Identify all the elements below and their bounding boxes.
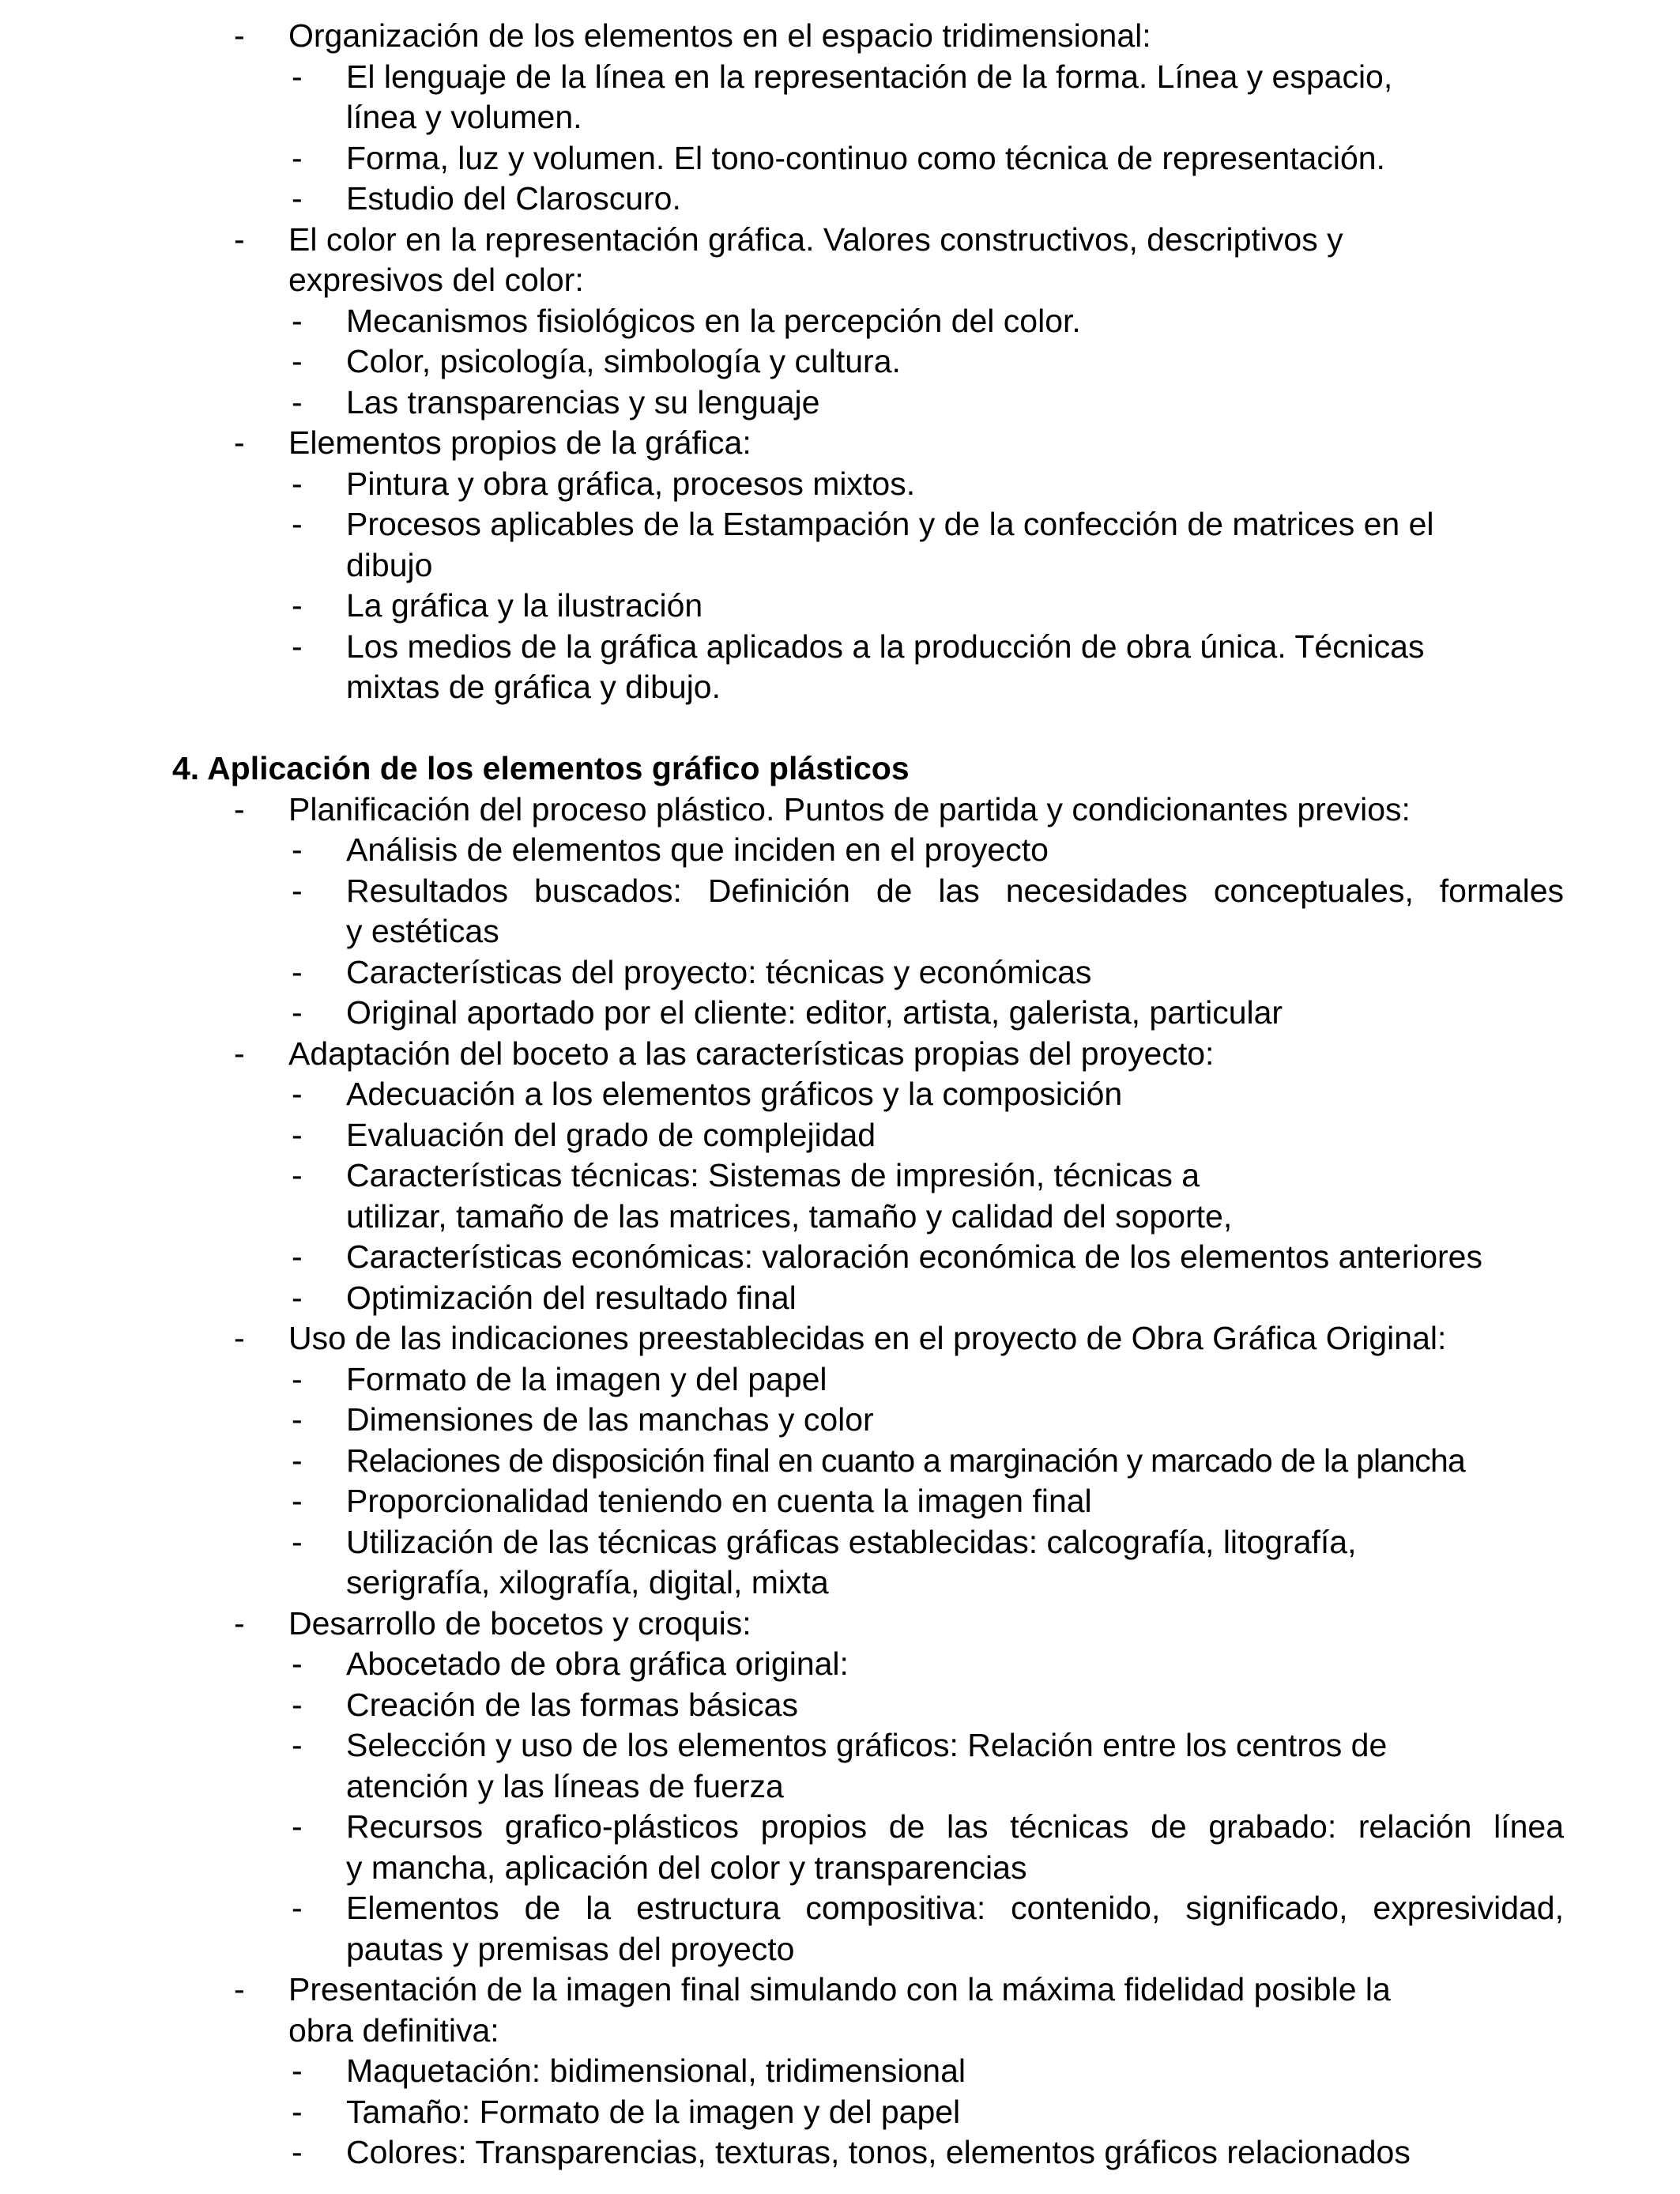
list-bullet: - (292, 1442, 303, 1479)
list-bullet: - (292, 1157, 303, 1193)
list-bullet: - (292, 831, 303, 868)
list-bullet: - (292, 180, 303, 217)
sub-list-item (0, 2092, 1680, 2133)
list-item-text: Adecuación a los elementos gráficos y la composición (346, 1076, 1123, 1112)
list-item-text: y estéticas (346, 913, 499, 949)
list-item-text: Pintura y obra gráfica, procesos mixtos. (346, 465, 916, 502)
sub-list-item (0, 1278, 1680, 1319)
list-item-text: Elementos de la estructura compositiva: contenido, significado, expresividad, (346, 1890, 1564, 1926)
sub-list-item (0, 1807, 1680, 1848)
list-item (0, 1970, 1680, 2011)
list-item-text: serigrafía, xilografía, digital, mixta (346, 1564, 829, 1600)
sub-list-item (0, 1359, 1680, 1400)
section-heading: 4. Aplicación de los elementos gráfico plásticos (172, 750, 910, 786)
sub-list-item (0, 97, 1680, 138)
sub-list-item (0, 383, 1680, 424)
list-bullet: - (292, 2053, 303, 2089)
list-item-text: obra definitiva: (288, 2011, 499, 2049)
list-item (0, 260, 1680, 301)
list-item-text: Formato de la imagen y del papel (346, 1360, 827, 1397)
list-item-text: Dimensiones de las manchas y color (346, 1401, 874, 1438)
list-item-text: Color, psicología, simbología y cultura. (346, 343, 901, 379)
list-item-text: Recursos grafico-plásticos propios de las técnicas de grabado: relación línea (346, 1808, 1564, 1845)
sub-list-item (0, 1644, 1680, 1685)
list-bullet: - (292, 872, 303, 909)
list-bullet: - (292, 628, 303, 665)
list-item-text: expresivos del color: (288, 262, 584, 298)
list-item-text: Adaptación del boceto a las características propias del proyecto: (288, 1035, 1215, 1072)
list-item-text: Proporcionalidad teniendo en cuenta la imagen final (346, 1483, 1092, 1519)
sub-list-item (0, 1848, 1680, 1889)
list-bullet: - (292, 465, 303, 502)
list-item-text: Evaluación del grado de complejidad (346, 1116, 876, 1153)
list-bullet: - (234, 1971, 245, 2007)
sub-list-item (0, 1929, 1680, 1970)
list-item-text: Procesos aplicables de la Estampación y de la confección de matrices en el (346, 506, 1434, 542)
list-bullet: - (234, 221, 245, 258)
list-bullet: - (292, 2093, 303, 2130)
list-item-text: Relaciones de disposición final en cuanto a marginación y marcado de la plancha (346, 1442, 1465, 1479)
list-item-text: dibujo (346, 546, 433, 583)
list-bullet: - (292, 1238, 303, 1275)
list-item-text: Planificación del proceso plástico. Puntos de partida y condicionantes previos: (288, 790, 1411, 827)
list-bullet: - (292, 383, 303, 420)
list-item (0, 220, 1680, 261)
list-item-text: Presentación de la imagen final simulando con la máxima fidelidad posible la (288, 1971, 1391, 2007)
list-item-text: Los medios de la gráfica aplicados a la producción de obra única. Técnicas (346, 628, 1425, 665)
sub-list-item (0, 911, 1680, 952)
sub-list-item (0, 993, 1680, 1034)
list-item-text: Creación de las formas básicas (346, 1686, 798, 1723)
sub-list-item (0, 545, 1680, 586)
list-bullet: - (292, 1808, 303, 1845)
list-bullet: - (292, 1483, 303, 1519)
list-bullet: - (292, 1401, 303, 1438)
list-bullet: - (292, 302, 303, 339)
list-item-text: Forma, luz y volumen. El tono-continuo como técnica de representación. (346, 139, 1385, 176)
sub-list-item (0, 2132, 1680, 2173)
sub-list-item (0, 1155, 1680, 1197)
list-bullet: - (292, 343, 303, 379)
sub-list-item (0, 341, 1680, 383)
sub-list-item (0, 1685, 1680, 1726)
list-item-text: Estudio del Claroscuro. (346, 180, 681, 217)
sub-list-item (0, 830, 1680, 871)
sub-list-item (0, 952, 1680, 993)
list-item-text: Mecanismos fisiológicos en la percepción del color. (346, 302, 1081, 339)
list-bullet: - (292, 1646, 303, 1682)
list-bullet: - (234, 424, 245, 461)
list-item-text: línea y volumen. (346, 99, 582, 135)
list-item-text: Tamaño: Formato de la imagen y del papel (346, 2093, 961, 2130)
sub-list-item (0, 1441, 1680, 1482)
list-item-text: Optimización del resultado final (346, 1279, 797, 1316)
list-item-text: Desarrollo de bocetos y croquis: (288, 1604, 751, 1642)
sub-list-item (0, 179, 1680, 220)
blank-line (0, 708, 1680, 749)
sub-list-item (0, 1766, 1680, 1808)
list-item-text: Características técnicas: Sistemas de impresión, técnicas a (346, 1157, 1200, 1193)
list-item (0, 790, 1680, 831)
list-item-text: Elementos propios de la gráfica: (288, 424, 751, 461)
list-bullet: - (292, 587, 303, 624)
list-item (0, 2011, 1680, 2052)
sub-list-item (0, 1522, 1680, 1563)
sub-list-item (0, 504, 1680, 545)
list-item-text: atención y las líneas de fuerza (346, 1767, 784, 1804)
list-bullet: - (234, 17, 245, 54)
list-bullet: - (292, 1076, 303, 1112)
content-list-after-heading (0, 790, 1680, 2173)
list-bullet: - (292, 1686, 303, 1723)
list-item-text: Utilización de las técnicas gráficas establecidas: calcografía, litografía, (346, 1523, 1357, 1560)
list-item (0, 1034, 1680, 1075)
list-bullet: - (292, 58, 303, 95)
list-item-text: Original aportado por el cliente: editor, artista, galerista, particular (346, 994, 1283, 1031)
list-item-text: y mancha, aplicación del color y transparencias (346, 1849, 1027, 1886)
list-item-text: Colores: Transparencias, texturas, tonos, elementos gráficos relacionados (346, 2134, 1411, 2170)
list-bullet: - (292, 139, 303, 176)
sub-list-item (0, 2051, 1680, 2092)
list-item-text: Características del proyecto: técnicas y económicas (346, 953, 1092, 990)
list-item (0, 1604, 1680, 1645)
sub-list-item (0, 627, 1680, 668)
list-bullet: - (234, 1035, 245, 1072)
sub-list-item (0, 464, 1680, 505)
sub-list-item (0, 586, 1680, 627)
list-bullet: - (234, 1320, 245, 1356)
content-list-before-heading (0, 16, 1680, 708)
list-item-text: Organización de los elementos en el espacio tridimensional: (288, 17, 1151, 54)
list-bullet: - (292, 994, 303, 1031)
list-bullet: - (292, 1890, 303, 1926)
list-item-text: utilizar, tamaño de las matrices, tamaño y calidad del soporte, (346, 1197, 1233, 1235)
list-item-text: Abocetado de obra gráfica original: (346, 1646, 849, 1682)
list-bullet: - (234, 790, 245, 827)
sub-list-item (0, 1888, 1680, 1929)
sub-list-item (0, 1237, 1680, 1278)
list-item-text: pautas y premisas del proyecto (346, 1930, 795, 1967)
sub-list-item (0, 1074, 1680, 1115)
sub-list-item (0, 1481, 1680, 1522)
list-item (0, 423, 1680, 464)
list-item-text: El lenguaje de la línea en la representación de la forma. Línea y espacio, (346, 58, 1393, 95)
list-bullet: - (292, 2134, 303, 2170)
sub-list-item (0, 1725, 1680, 1766)
sub-list-item (0, 57, 1680, 98)
list-bullet: - (292, 1116, 303, 1153)
sub-list-item (0, 1400, 1680, 1441)
list-bullet: - (292, 1279, 303, 1316)
sub-list-item (0, 1563, 1680, 1604)
list-item (0, 1318, 1680, 1359)
sub-list-item (0, 1115, 1680, 1156)
list-item-text: Selección y uso de los elementos gráficos: Relación entre los centros de (346, 1727, 1388, 1763)
list-bullet: - (292, 1360, 303, 1397)
sub-list-item (0, 301, 1680, 342)
list-item-text: Características económicas: valoración económica de los elementos anteriores (346, 1238, 1482, 1275)
list-bullet: - (292, 1727, 303, 1763)
list-item-text: Maquetación: bidimensional, tridimensional (346, 2053, 966, 2089)
list-item-text: Uso de las indicaciones preestablecidas en el proyecto de Obra Gráfica Original: (288, 1320, 1447, 1356)
list-item (0, 16, 1680, 57)
list-item-text: El color en la representación gráfica. Valores constructivos, descriptivos y (288, 221, 1343, 258)
sub-list-item (0, 138, 1680, 179)
list-item-text: La gráfica y la ilustración (346, 587, 703, 624)
list-bullet: - (292, 953, 303, 990)
sub-list-item (0, 871, 1680, 912)
list-item-text: mixtas de gráfica y dibujo. (346, 669, 721, 705)
list-bullet: - (292, 506, 303, 542)
list-bullet: - (234, 1604, 245, 1642)
sub-list-item (0, 1197, 1680, 1238)
list-item-text: Resultados buscados: Definición de las necesidades conceptuales, formales (346, 872, 1564, 909)
list-item-text: Análisis de elementos que inciden en el proyecto (346, 831, 1049, 868)
list-item-text: Las transparencias y su lenguaje (346, 383, 820, 420)
list-bullet: - (292, 1523, 303, 1560)
sub-list-item (0, 667, 1680, 708)
